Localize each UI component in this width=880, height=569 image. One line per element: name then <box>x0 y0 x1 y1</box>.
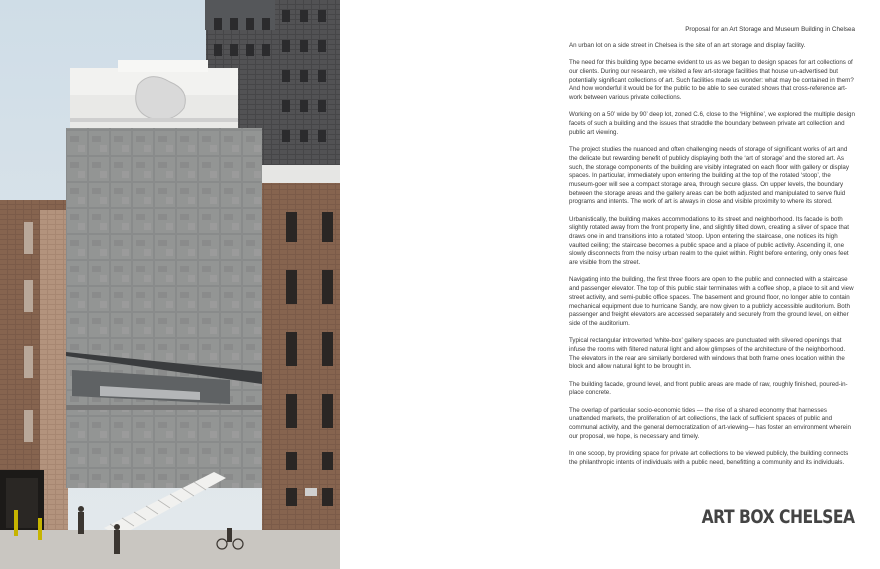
concrete-facade <box>66 128 262 488</box>
paragraph: An urban lot on a side street in Chelsea is the site of an art storage and display facility. <box>569 42 806 49</box>
paragraph: Navigating into the building, the first three floors are open to the public and connected with a staircase and passenger elevator. The top of this public stair terminates with a coffee shop, a place to sit and view street activity, and semi-public office spaces. The basement and ground floor, no longer able to contain mechanical equipment due to hurricane Sandy, are now given to a publicly accessible auditorium. Both passenger and freight elevators are accessed separately and securely from the ground level, on either side of the auditorium. <box>569 276 854 327</box>
sidewalk <box>0 530 340 569</box>
text-column <box>569 0 855 569</box>
rooftop-volume <box>70 60 238 130</box>
paragraph: Urbanistically, the building makes accommodations to its street and neighborhood. Its facade is both slightly rotated away from the front property line, and slightly tilted down, creating a sliver of space that draws one in and transitions into a rotated ‘stoop. Upon entering the staircase, one notices its high vaulted ceiling; the staircase becomes a public space and a place of public activity. Ascending it, one slowly disconnects from the noisy urban realm to the quiet within. Right before entering, only ones feet are visible from the street. <box>569 215 849 267</box>
right-brick-building <box>262 165 340 569</box>
paragraph: The building facade, ground level, and front public areas are made of raw, roughly finished, poured-in-place concrete. <box>569 380 848 397</box>
paragraph: In one scoop, by providing space for private art collections to be viewed publicly, the building connects the philanthropic intents of individuals with a public need, benefitting a community and its individuals. <box>569 450 849 466</box>
paragraph: Typical rectangular introverted ‘white-box’ gallery spaces are punctuated with slivered openings that infuse the rooms with filtered natural light and allow glimpses of the architecture of the neighborhood. The elevators in the rear are similarly bordered with windows that both frame ones location within the block and allow natural light to be brought in. <box>569 337 846 371</box>
architectural-rendering <box>0 0 340 569</box>
project-title: ART BOX CHELSEA <box>702 506 855 528</box>
paragraph: The overlap of particular socio-economic tides — the rise of a shared economy that harnesses unattended markets, the proliferation of art collections, the lack of sufficient spaces of public and communal activity, and the general democratization of art-viewing— has foster an environment wherein our proposal, we hope, is necessary and timely. <box>569 406 851 440</box>
page-header: Proposal for an Art Storage and Museum Building in Chelsea <box>685 26 855 33</box>
paragraph: The project studies the nuanced and often challenging needs of storage of significant works of art and the delicate but rewarding benefit of publicly displaying both the ‘art of storage’ and the stored art. As such, the storage components of the building are visibly integrated on each floor with gallery or display spaces. In particular, immediately upon entering the building at the top of the rotated ‘stoop’, the museum-goer will see a compact storage area, through secure glass. On upper levels, the boundary between the storage areas and the gallery areas can be both adjusted and manipulated to serve fluid programs and intents. The work of art is always in close and visible proximity to where its stored. <box>569 146 849 206</box>
left-brick-building <box>0 200 68 569</box>
paragraph: The need for this building type became evident to us as we began to design spaces for art collections of our clients. During our research, we visited a few art-storage facilities that house un-advertised but potentially significant collections of art. Such facilities made us wonder: what may be contained in them? And how wonderful it would be for the public to be able to see curated shows that cross-reference art-work between various private collections. <box>569 59 854 102</box>
body-text <box>569 42 855 476</box>
paragraph: Working on a 50’ wide by 90’ deep lot, zoned C.6, close to the ‘Highline’, we explored the multiple design facets of such a building and the issues that straddle the boundary between private art collection and public art viewing. <box>569 111 855 136</box>
